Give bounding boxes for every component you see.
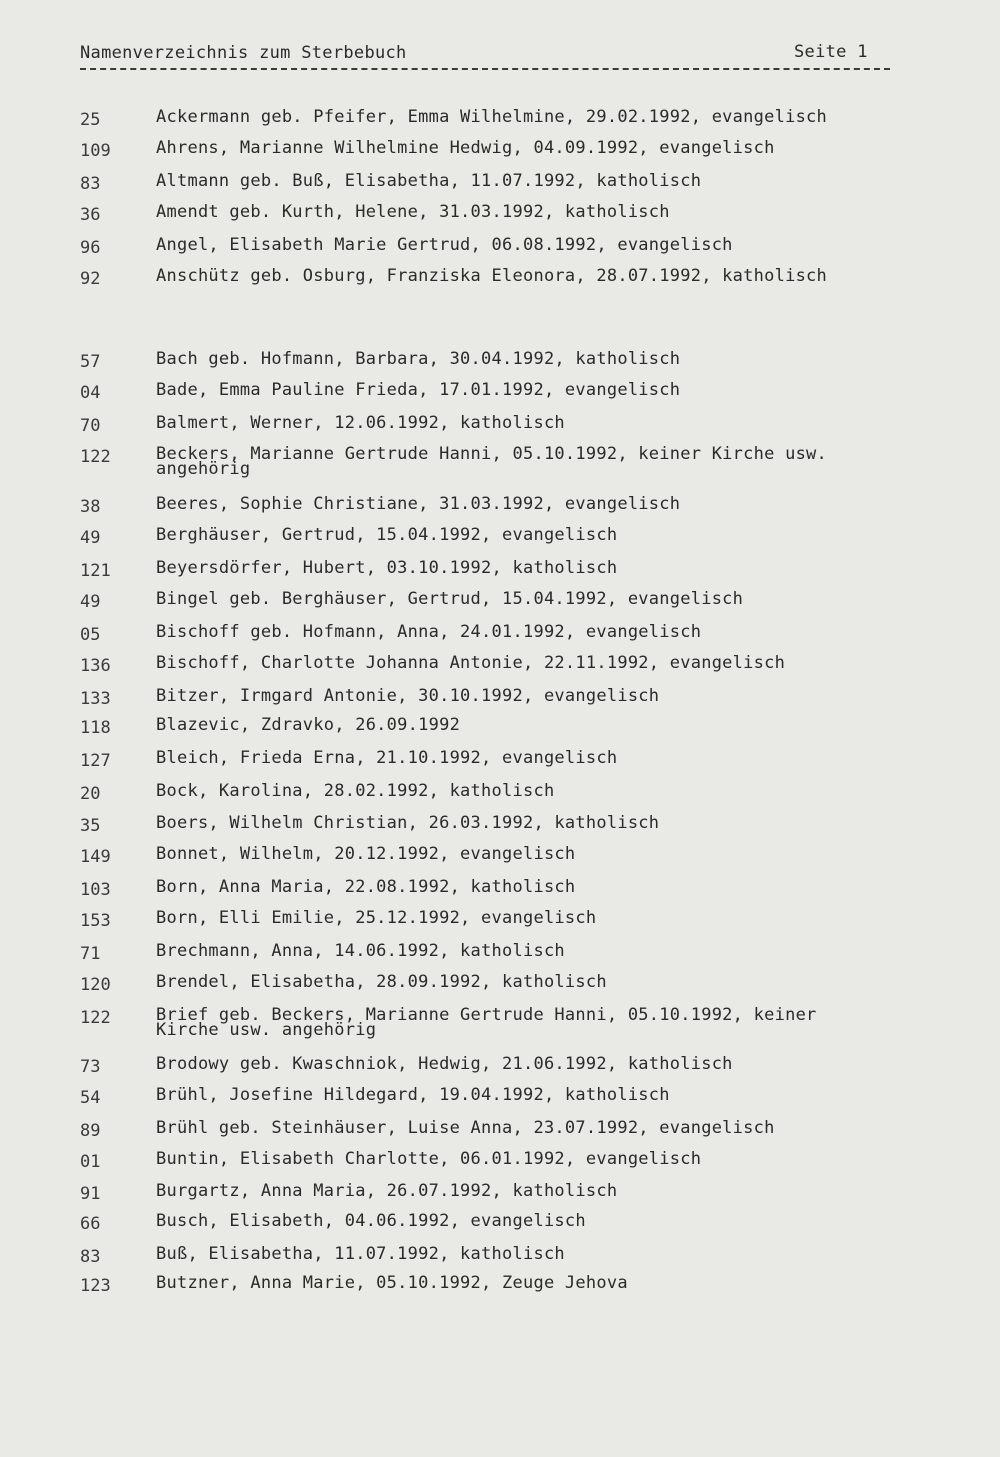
entry-text: Brendel, Elisabetha, 28.09.1992, katholisch — [156, 972, 607, 992]
header-divider — [80, 68, 890, 70]
entry-text: Bingel geb. Berghäuser, Gertrud, 15.04.1992, evangelisch — [156, 589, 744, 609]
entry-text: Altmann geb. Buß, Elisabetha, 11.07.1992, katholisch — [156, 171, 702, 191]
entry-number: 20 — [80, 784, 101, 804]
entry-text: Bleich, Frieda Erna, 21.10.1992, evangelisch — [156, 748, 618, 768]
entry-number: 121 — [80, 561, 111, 581]
entry-number: 120 — [80, 975, 111, 995]
entry-text: Amendt geb. Kurth, Helene, 31.03.1992, katholisch — [156, 202, 670, 222]
entry-number: 01 — [80, 1152, 101, 1172]
page-number: Seite 1 — [794, 42, 868, 62]
entry-number: 122 — [80, 447, 111, 467]
entry-number: 89 — [80, 1121, 101, 1141]
entry-number: 25 — [80, 110, 101, 130]
entry-number: 66 — [80, 1214, 101, 1234]
entry-text: Brühl geb. Steinhäuser, Luise Anna, 23.07.1992, evangelisch — [156, 1118, 775, 1138]
entry-number: 35 — [80, 816, 101, 836]
entry-text: Ackermann geb. Pfeifer, Emma Wilhelmine, 29.02.1992, evangelisch — [156, 107, 828, 127]
entry-text: Beyersdörfer, Hubert, 03.10.1992, katholisch — [156, 558, 618, 578]
entry-text: Balmert, Werner, 12.06.1992, katholisch — [156, 413, 565, 433]
entry-text: Bitzer, Irmgard Antonie, 30.10.1992, evangelisch — [156, 686, 660, 706]
entry-number: 36 — [80, 205, 101, 225]
entry-text: Blazevic, Zdravko, 26.09.1992 — [156, 715, 461, 735]
entry-text: Bade, Emma Pauline Frieda, 17.01.1992, evangelisch — [156, 380, 681, 400]
entry-number: 49 — [80, 528, 101, 548]
entry-text: Brühl, Josefine Hildegard, 19.04.1992, katholisch — [156, 1085, 670, 1105]
entry-number: 118 — [80, 718, 111, 738]
entry-number: 83 — [80, 1247, 101, 1267]
entry-text: Brief geb. Beckers, Marianne Gertrude Hanni, 05.10.1992, keiner Kirche usw. angehörig — [156, 1005, 817, 1040]
entry-text: Bischoff, Charlotte Johanna Antonie, 22.11.1992, evangelisch — [156, 653, 786, 673]
entry-number: 96 — [80, 238, 101, 258]
entry-number: 127 — [80, 751, 111, 771]
entry-text: Brechmann, Anna, 14.06.1992, katholisch — [156, 941, 565, 961]
entry-text: Boers, Wilhelm Christian, 26.03.1992, katholisch — [156, 813, 660, 833]
entry-number: 57 — [80, 352, 101, 372]
entry-number: 83 — [80, 174, 101, 194]
entry-number: 153 — [80, 911, 111, 931]
entry-text: Bock, Karolina, 28.02.1992, katholisch — [156, 781, 555, 801]
entry-number: 122 — [80, 1008, 111, 1028]
entry-text: Angel, Elisabeth Marie Gertrud, 06.08.1992, evangelisch — [156, 235, 733, 255]
entry-number: 05 — [80, 625, 101, 645]
entry-text: Berghäuser, Gertrud, 15.04.1992, evangelisch — [156, 525, 618, 545]
entry-number: 149 — [80, 847, 111, 867]
page-title: Namenverzeichnis zum Sterbebuch — [80, 43, 407, 63]
entry-number: 136 — [80, 656, 111, 676]
entry-number: 04 — [80, 383, 101, 403]
entry-text: Brodowy geb. Kwaschniok, Hedwig, 21.06.1992, katholisch — [156, 1054, 733, 1074]
entry-text: Buß, Elisabetha, 11.07.1992, katholisch — [156, 1244, 565, 1264]
entry-number: 133 — [80, 689, 111, 709]
entry-number: 38 — [80, 497, 101, 517]
entry-number: 103 — [80, 880, 111, 900]
entry-text: Burgartz, Anna Maria, 26.07.1992, katholisch — [156, 1181, 618, 1201]
entry-number: 71 — [80, 944, 101, 964]
entry-number: 91 — [80, 1184, 101, 1204]
entry-text: Beckers, Marianne Gertrude Hanni, 05.10.1992, keiner Kirche usw. angehörig — [156, 444, 828, 479]
entry-text: Bach geb. Hofmann, Barbara, 30.04.1992, katholisch — [156, 349, 681, 369]
entry-number: 49 — [80, 592, 101, 612]
entry-text: Bonnet, Wilhelm, 20.12.1992, evangelisch — [156, 844, 576, 864]
entry-number: 70 — [80, 416, 101, 436]
entry-text: Bischoff geb. Hofmann, Anna, 24.01.1992, evangelisch — [156, 622, 702, 642]
entry-text: Ahrens, Marianne Wilhelmine Hedwig, 04.09.1992, evangelisch — [156, 138, 775, 158]
entry-text: Beeres, Sophie Christiane, 31.03.1992, evangelisch — [156, 494, 681, 514]
entry-text: Buntin, Elisabeth Charlotte, 06.01.1992, evangelisch — [156, 1149, 702, 1169]
entry-number: 123 — [80, 1276, 111, 1296]
entry-number: 54 — [80, 1088, 101, 1108]
entry-text: Busch, Elisabeth, 04.06.1992, evangelisch — [156, 1211, 586, 1231]
entry-number: 109 — [80, 141, 111, 161]
entry-text: Anschütz geb. Osburg, Franziska Eleonora, 28.07.1992, katholisch — [156, 266, 828, 286]
entry-number: 73 — [80, 1057, 101, 1077]
entry-text: Born, Anna Maria, 22.08.1992, katholisch — [156, 877, 576, 897]
entry-text: Born, Elli Emilie, 25.12.1992, evangelisch — [156, 908, 597, 928]
entry-number: 92 — [80, 269, 101, 289]
entry-text: Butzner, Anna Marie, 05.10.1992, Zeuge Jehova — [156, 1273, 628, 1293]
